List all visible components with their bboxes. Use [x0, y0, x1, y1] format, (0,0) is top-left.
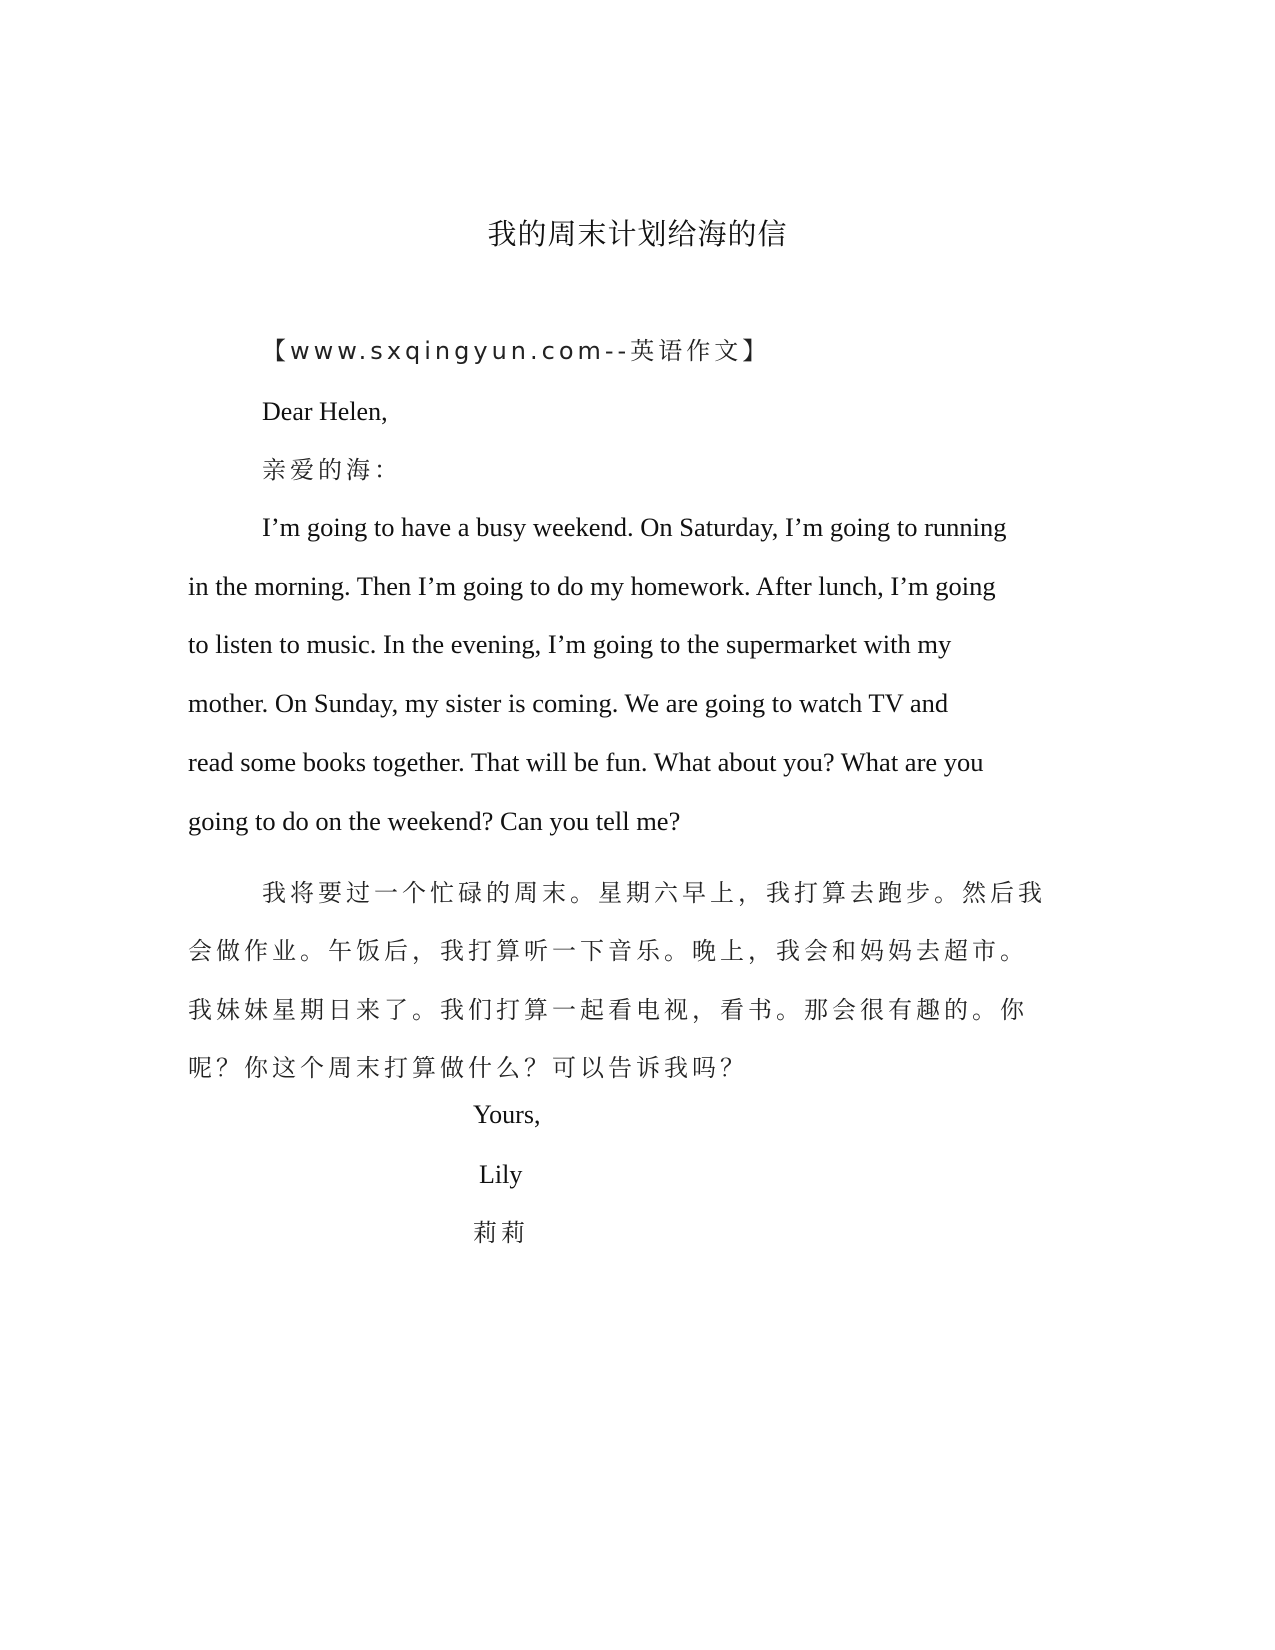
signature-chinese: 莉莉: [473, 1219, 529, 1247]
body-en-line: I’m going to have a busy weekend. On Saturday, I’m going to running: [262, 512, 1007, 542]
salutation-chinese: 亲爱的海：: [262, 456, 402, 484]
body-cn-line: 呢？你这个周末打算做什么？可以告诉我吗？: [188, 1054, 748, 1082]
body-en-line: in the morning. Then I’m going to do my homework. After lunch, I’m going: [188, 571, 996, 601]
body-cn-line: 我将要过一个忙碌的周末。星期六早上，我打算去跑步。然后我: [262, 879, 1046, 907]
body-en-line: mother. On Sunday, my sister is coming. We are going to watch TV and: [188, 688, 949, 718]
body-cn-line: 我妹妹星期日来了。我们打算一起看电视，看书。那会很有趣的。你: [188, 996, 1028, 1024]
closing: Yours,: [473, 1100, 541, 1129]
signature-english: Lily: [479, 1160, 523, 1189]
body-en-line: read some books together. That will be fun. What about you? What are you: [188, 747, 984, 777]
body-cn-line: 会做作业。午饭后，我打算听一下音乐。晚上，我会和妈妈去超市。: [188, 937, 1028, 965]
document-title: 我的周末计划给海的信: [487, 217, 788, 251]
body-en-line: to listen to music. In the evening, I’m going to the supermarket with my: [188, 629, 952, 659]
salutation-english: Dear Helen,: [262, 397, 388, 426]
body-en-line: going to do on the weekend? Can you tell me?: [188, 806, 681, 836]
source-line: 【www.sxqingyun.com--英语作文】: [262, 337, 771, 365]
